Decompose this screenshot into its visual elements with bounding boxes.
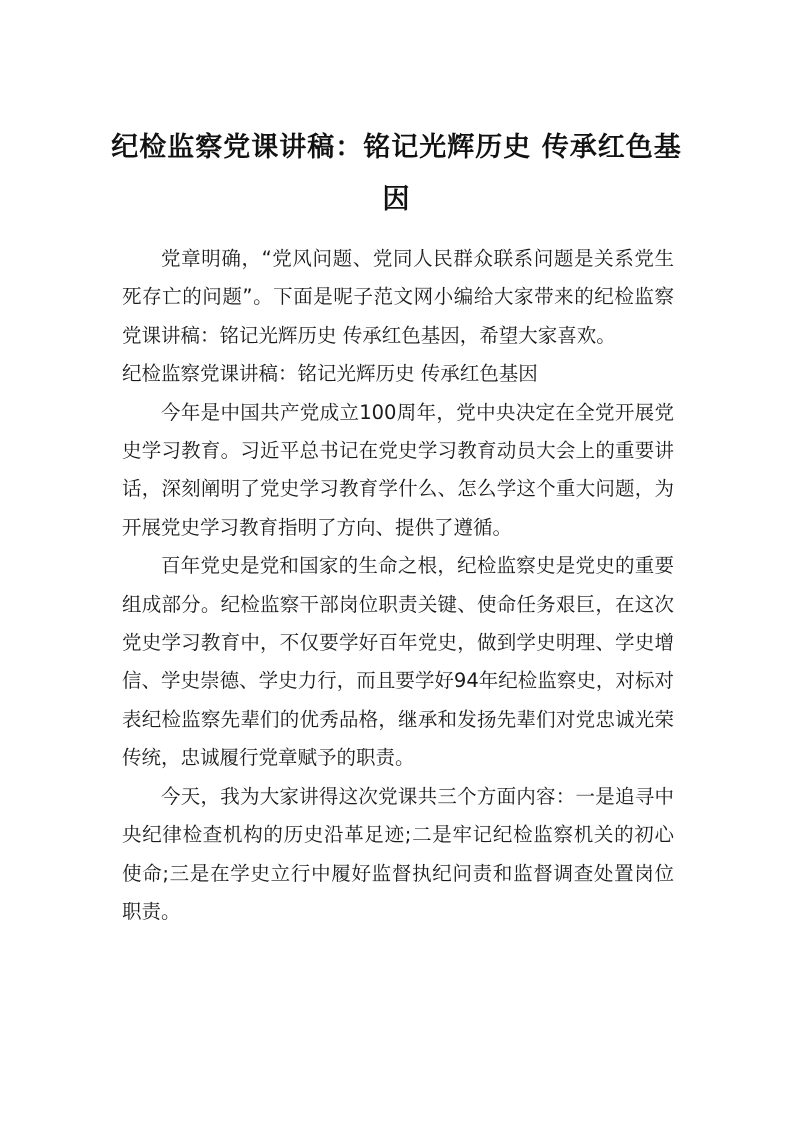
document-title: 纪检监察党课讲稿：铭记光辉历史 传承红色基因 (111, 132, 682, 215)
intro-paragraph: 党章明确，“党风问题、党同人民群众联系问题是关系党生死存亡的问题”。下面是呢子范文网小编给大家带来的纪检监察党课讲稿：铭记光辉历史 传承红色基因，希望大家喜欢。 (122, 247, 674, 347)
section-heading: 纪检监察党课讲稿：铭记光辉历史 传承红色基因 (122, 362, 538, 386)
body-paragraph: 今年是中国共产党成立100周年，党中央决定在全党开展党史学习教育。习近平总书记在党史学习教育动员大会上的重要讲话，深刻阐明了党史学习教育学什么、怎么学这个重大问题，为开展党史学习教育指明了方向、提供了遵循。 (122, 400, 674, 539)
body-paragraph: 今天，我为大家讲得这次党课共三个方面内容：一是追寻中央纪律检查机构的历史沿革足迹;二是牢记纪检监察机关的初心使命;三是在学史立行中履好监督执纪问责和监督调查处置岗位职责。 (122, 784, 674, 923)
document-body (122, 240, 674, 931)
body-paragraph: 百年党史是党和国家的生命之根，纪检监察史是党史的重要组成部分。纪检监察干部岗位职责关键、使命任务艰巨，在这次党史学习教育中，不仅要学好百年党史，做到学史明理、学史增信、学史崇德、学史力行，而且要学好94年纪检监察史，对标对表纪检监察先辈们的优秀品格，继承和发扬先辈们对党忠诚光荣传统，忠诚履行党章赋予的职责。 (122, 554, 674, 770)
